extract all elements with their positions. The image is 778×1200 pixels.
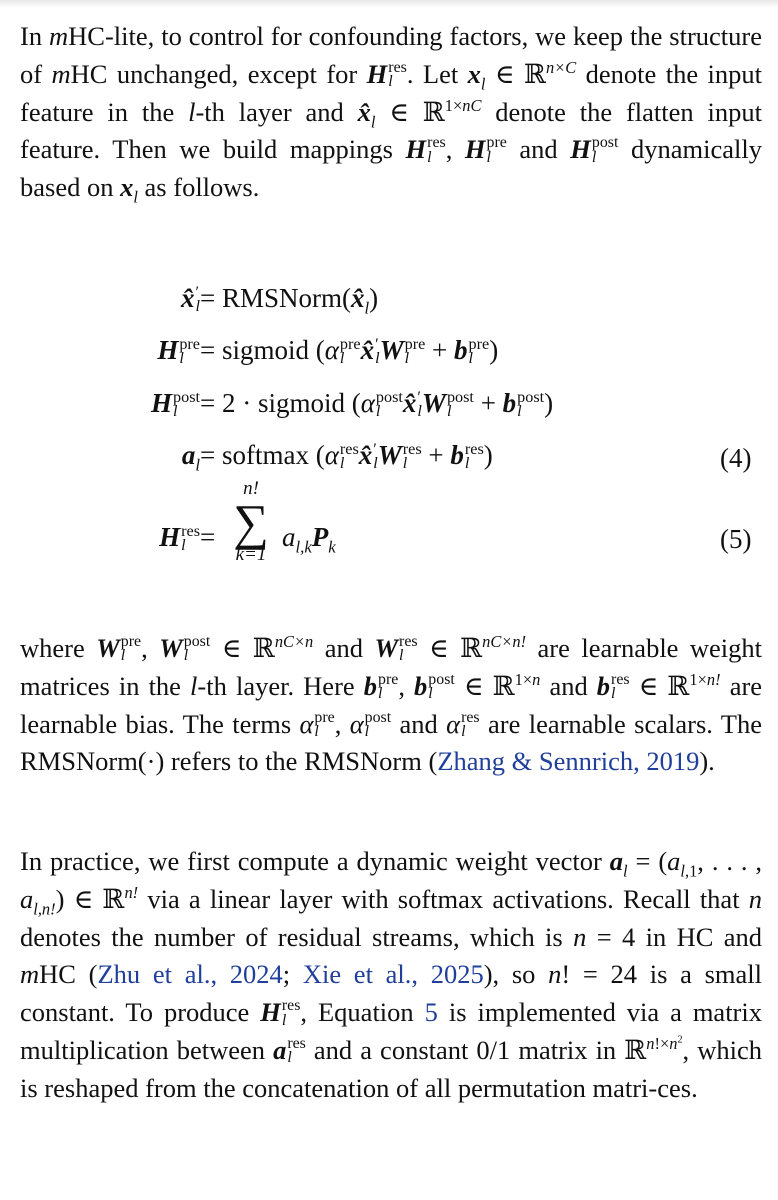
paragraph-3: In practice, we first compute a dynamic weight vector $a_l = (a_{l,1}$, . . . , $a_{l,n!}$) ∈ ℝ$^{n!}$ via a linear layer with softmax activations. Recall that n denotes the number of residual streams, which is n = 4 in HC and mHC (Zhu et al., 2024; Xie et al., 2025), so n! = 24 is a small constant. To produce H res l , Equation 5 is implemented via a matrix multiplication between a res l and a constant 0/1 matrix in ℝ$^{n!\times n^2}$, which is reshaped from the concatenation of all permutation matri-ces. (20, 846, 763, 1103)
p2-text-h: are learnable scalars. The RMSNorm(·) refers to the RMSNorm ( (20, 708, 762, 777)
top-edge (0, 0, 778, 8)
p1-text-h: and (506, 134, 571, 165)
paragraph-1: In mHC-lite, to control for confounding factors, we keep the structure of mHC unchanged, except for H res l . Let $x_l$ ∈ ℝ$^{n\times C}$ denote the input feature in the l-th layer and $x̂_l$ ∈ ℝ$^{1\times nC}$ denote the flatten input feature. Then we build mappings H res l , H pre l and H post l dynamically based on $x_l$ as follows. (20, 21, 763, 207)
eq4-lhs: $a_l$ (181, 440, 200, 475)
citation-zhang-sennrich[interactable]: Zhang & Sennrich, 2019 (437, 746, 700, 777)
p1-text-d: . Let (406, 58, 468, 89)
p1-m1: m (49, 21, 69, 51)
sum-upper-limit: n! (243, 478, 259, 499)
paragraph-2: where W pre l , W post l ∈ ℝ$^{nC\times n}$ and W res l ∈ ℝ$^{nC\times n!}$ are learnable weight matrices in the l-th layer. Here b pre l , b post l ∈ ℝ$^{1\times n}$ and b res l ∈ ℝ$^{1\times n!}$ are learnable bias. The terms α pre l , α post l and α res l are learnable scalars. The RMSNorm(·) refers to the RMSNorm (Zhang & Sennrich, 2019). (20, 632, 763, 777)
eq4-number: (4) (720, 443, 752, 473)
eq4-rhs: = softmax (α res l x̂ ′ l W res l + b res l ) (200, 439, 493, 473)
eq3-rhs: = 2 · sigmoid (α post l x̂ ′ l W post l + b post l ) (200, 387, 554, 421)
p1-text-f: -th layer and (195, 96, 358, 127)
p2-text-a: where (20, 633, 97, 663)
p3-text-l: , which is reshaped from the concatenation of all permutation matri-ces. (20, 1034, 762, 1103)
p2-text-e: and (540, 670, 597, 701)
eq5-number: (5) (720, 524, 752, 554)
p2-text-f: are learnable bias. The terms (20, 670, 763, 739)
p2-text-i: ). (699, 746, 715, 777)
summation (226, 478, 276, 566)
p3-text-h: is a small constant. To produce (20, 959, 762, 1028)
eq2-lhs: H pre l (157, 334, 200, 368)
p3-text-d: in HC and (635, 921, 763, 952)
p1-text-i: dynamically based on (20, 134, 762, 203)
p2-text-g: and (391, 708, 447, 739)
p3-text-k: and a constant 0/1 matrix in (305, 1034, 625, 1065)
eq1-lhs: x̂ ′ l (181, 282, 200, 316)
p3-text-f: ; (282, 959, 303, 990)
p3-text-c: denotes the number of residual streams, which is (20, 921, 574, 952)
p3-text-g: ), so (483, 959, 549, 990)
sigma-symbol: ∑ (233, 494, 269, 550)
p1-text-g: denote the flatten input feature. Then we build mappings (20, 96, 762, 165)
eq1-rhs: = $RMSNorm(x̂_l)$ (200, 283, 379, 318)
p1-text-j: as follows. (137, 172, 260, 203)
p1-text-c: HC unchanged, except for (70, 58, 367, 89)
eq2-rhs: = sigmoid (α pre l x̂ ′ l W pre l + b pre l ) (200, 334, 499, 368)
eq5-equals: = (200, 522, 216, 552)
p2-text-c: are learnable weight matrices in the (20, 633, 763, 701)
p3-text-e: HC ( (39, 959, 98, 990)
p2-text-b: and (313, 633, 375, 663)
p3-text-j: is implemented via a matrix multiplication between (20, 997, 762, 1065)
p2-text-d: -th layer. Here (197, 670, 364, 701)
p1-m2: m (51, 58, 71, 89)
p3-text-b: via a linear layer with softmax activations. Recall that (138, 883, 749, 914)
equation-5-ref[interactable]: 5 (424, 997, 438, 1028)
eq3-lhs: H post l (150, 387, 200, 421)
p3-text-a: In practice, we first compute a dynamic weight vector (20, 846, 610, 876)
eq5-rhs: $a_{l,k}P_k$ (282, 522, 336, 557)
sum-lower-limit: k=1 (235, 544, 267, 565)
eq5-lhs: H res l (159, 521, 200, 555)
p1-text-e: denote the input feature in the (20, 58, 763, 127)
p1-text-b: HC-lite, to control for confounding factors, we keep the structure of (20, 21, 762, 89)
p1-text-a: In (20, 21, 50, 51)
citation-xie-2025[interactable]: Xie et al., 2025 (302, 959, 484, 990)
citation-zhu-2024[interactable]: Zhu et al., 2024 (97, 959, 283, 990)
p3-text-i: , Equation (300, 997, 425, 1028)
